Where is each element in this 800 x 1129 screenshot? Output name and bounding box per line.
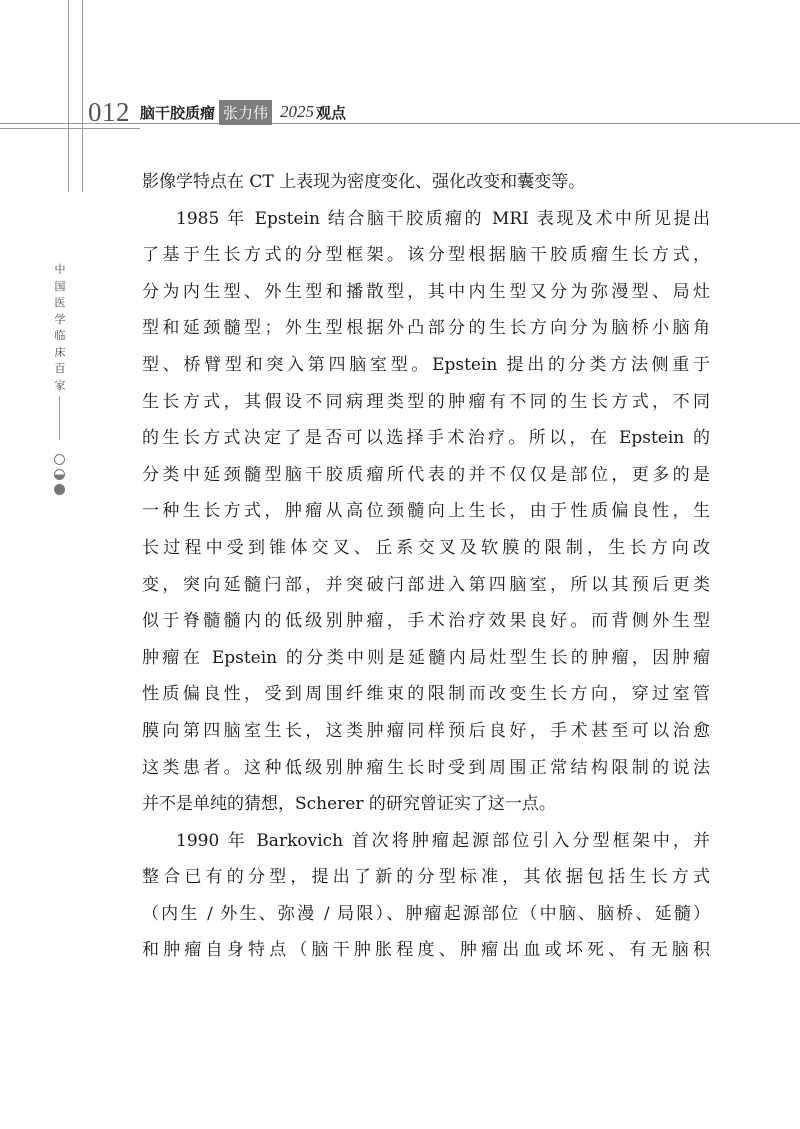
text-line: 分为内生型、外生型和播散型，其中内生型又分为弥漫型、局灶 — [142, 281, 710, 302]
text-line: 性质偏良性，受到周围纤维束的限制而改变生长方向，穿过室管 — [142, 684, 710, 705]
decorative-dots — [52, 454, 66, 499]
text-line: 整合已有的分型，提出了新的分型标准，其依据包括生长方式 — [142, 867, 710, 888]
circle-filled-icon — [54, 484, 65, 495]
text-line: 似于脊髓髓内的低级别肿瘤，手术治疗效果良好。而背侧外生型 — [142, 611, 710, 632]
series-label — [52, 262, 68, 394]
text-line: 膜向第四脑室生长，这类肿瘤同样预后良好，手术甚至可以治愈 — [142, 720, 710, 741]
text-line: 1985 年 Epstein 结合脑干胶质瘤的 MRI 表现及术中所见提出 — [176, 208, 710, 229]
author-name: 张力伟 — [219, 100, 272, 125]
subtitle: 观点 — [316, 103, 347, 122]
series-char: 医 — [54, 296, 66, 309]
text-line: 型、桥臂型和突入第四脑室型。Epstein 提出的分类方法侧重于 — [142, 354, 710, 375]
header-rule-bottom — [0, 128, 140, 129]
text-line: 一种生长方式，肿瘤从高位颈髓向上生长，由于性质偏良性，生 — [142, 501, 710, 522]
side-divider — [59, 396, 60, 440]
series-char: 国 — [54, 279, 66, 293]
frame-line-right — [82, 0, 83, 192]
series-char: 床 — [54, 345, 66, 359]
text-line: 变，突向延髓闩部，并突破闩部进入第四脑室，所以其预后更类 — [142, 574, 710, 595]
text-line: 肿瘤在 Epstein 的分类中则是延髓内局灶型生长的肿瘤，因肿瘤 — [142, 647, 710, 668]
text-line: 了基于生长方式的分型框架。该分型根据脑干胶质瘤生长方式， — [142, 245, 710, 266]
circle-half-icon — [54, 469, 65, 480]
text-line: （内生 / 外生、弥漫 / 局限）、肿瘤起源部位（中脑、脑桥、延髓） — [142, 903, 710, 924]
text-line: 这类患者。这种低级别肿瘤生长时受到周围正常结构限制的说法 — [142, 757, 710, 778]
year: 2025 — [280, 102, 315, 121]
text-line: 和肿瘤自身特点（脑干肿胀程度、肿瘤出血或坏死、有无脑积 — [142, 940, 710, 961]
series-char: 中 — [54, 263, 66, 276]
frame-line-left — [68, 0, 69, 192]
text-line: 并不是单纯的猜想，Scherer 的研究曾证实了这一点。 — [142, 794, 556, 815]
text-line: 1990 年 Barkovich 首次将肿瘤起源部位引入分型框架中，并 — [176, 830, 710, 851]
text-line: 分类中延颈髓型脑干胶质瘤所代表的并不仅仅是部位，更多的是 — [142, 464, 710, 485]
series-char: 学 — [54, 312, 66, 326]
page-number: 012 — [88, 96, 130, 127]
running-header — [88, 96, 346, 128]
circle-empty-icon — [54, 454, 65, 465]
series-char: 家 — [54, 378, 66, 392]
text-line: 生长方式，其假设不同病理类型的肿瘤有不同的生长方式，不同 — [142, 391, 710, 412]
text-line: 的生长方式决定了是否可以选择手术治疗。所以，在 Epstein 的 — [142, 428, 710, 449]
book-title: 脑干胶质瘤 — [140, 103, 216, 122]
text-line: 影像学特点在 CT 上表现为密度变化、强化改变和囊变等。 — [142, 172, 586, 192]
text-line: 长过程中受到锥体交叉、丘系交叉及软膜的限制，生长方向改 — [142, 537, 710, 558]
series-char: 百 — [54, 362, 66, 375]
text-line: 型和延颈髓型；外生型根据外凸部分的生长方向分为脑桥小脑角 — [142, 318, 710, 339]
series-char: 临 — [54, 329, 66, 342]
body-text — [142, 164, 710, 969]
